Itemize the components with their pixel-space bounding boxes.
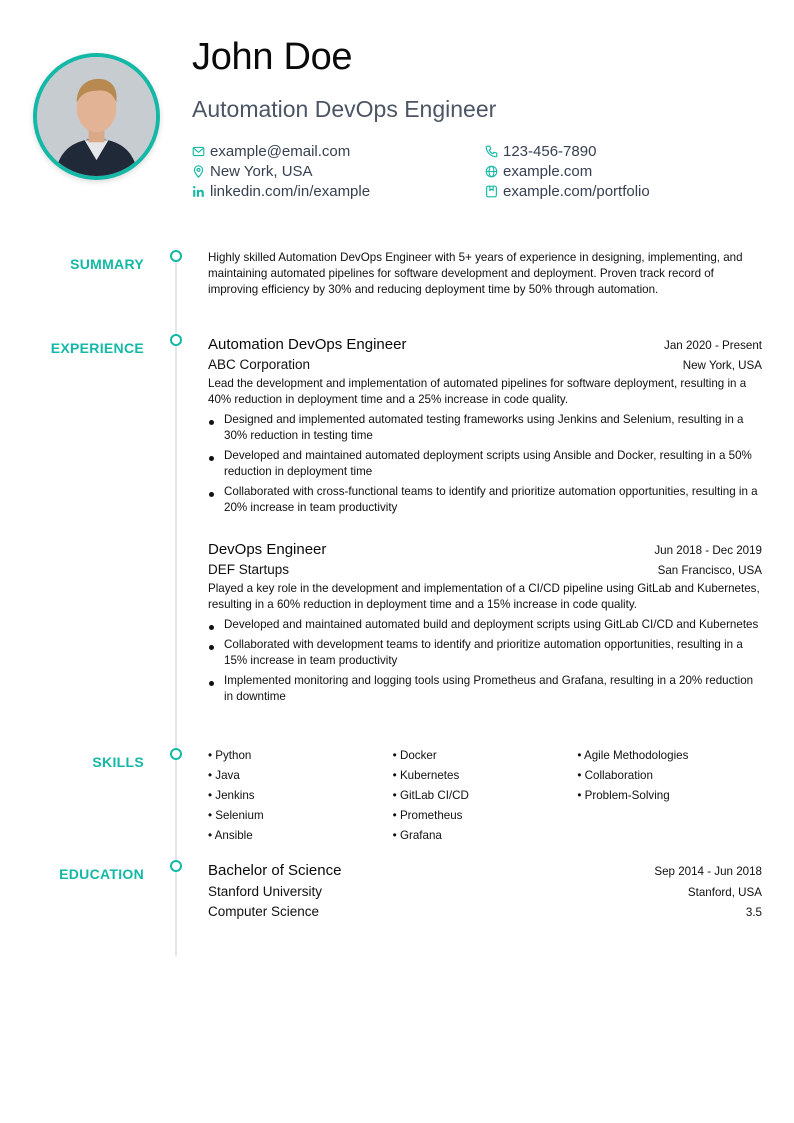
timeline-line xyxy=(175,256,177,956)
experience-item xyxy=(208,336,762,520)
company-name: DEF Startups xyxy=(208,562,290,577)
portrait-image xyxy=(37,57,156,176)
job-dates: Jan 2020 - Present xyxy=(664,339,762,352)
skill-item: • Java xyxy=(208,769,240,782)
profile-photo xyxy=(33,53,160,180)
list-item: Developed and maintained automated deployment scripts using Ansible and Docker, resulting in a 50% reduction in deployment time xyxy=(208,448,762,480)
skill-item: • Problem-Solving xyxy=(577,789,670,802)
experience-item xyxy=(208,541,762,709)
contact-portfolio[interactable] xyxy=(485,183,650,200)
contact-text: example.com/portfolio xyxy=(503,183,650,200)
timeline-dot xyxy=(170,748,182,760)
summary-text: Highly skilled Automation DevOps Engineer with 5+ years of experience in designing, implementing, and maintaining automated pipelines for software development and deployment. Proven track record of improving efficiency by 30% and reducing deployment time by 50% through automation. xyxy=(208,251,743,296)
contact-text: example@email.com xyxy=(210,143,351,160)
contact-text: example.com xyxy=(503,163,593,180)
contact-email[interactable] xyxy=(192,143,350,160)
candidate-name: John Doe xyxy=(192,36,353,78)
linkedin-icon xyxy=(192,185,205,198)
job-title: DevOps Engineer xyxy=(208,541,327,558)
contact-text: New York, USA xyxy=(210,163,313,180)
job-location: San Francisco, USA xyxy=(657,564,762,577)
education-item xyxy=(208,862,762,919)
section-title-summary: SUMMARY xyxy=(70,256,144,272)
portfolio-icon xyxy=(485,185,498,198)
skills-column xyxy=(208,746,393,846)
timeline-dot xyxy=(170,250,182,262)
skills-column xyxy=(577,746,762,846)
list-item: Implemented monitoring and logging tools using Prometheus and Grafana, resulting in a 20% reduction in downtime xyxy=(208,673,762,705)
timeline-dot xyxy=(170,334,182,346)
contact-phone[interactable] xyxy=(485,143,596,160)
education-dates: Sep 2014 - Jun 2018 xyxy=(654,865,762,878)
skill-item: • Agile Methodologies xyxy=(577,749,689,762)
mail-icon xyxy=(192,145,205,158)
phone-icon xyxy=(485,145,498,158)
summary-section xyxy=(208,250,762,298)
job-dates: Jun 2018 - Dec 2019 xyxy=(654,544,762,557)
company-name: ABC Corporation xyxy=(208,357,311,372)
job-bullets xyxy=(208,617,762,705)
job-bullets xyxy=(208,412,762,516)
skills-section xyxy=(208,746,762,846)
degree: Bachelor of Science xyxy=(208,862,342,879)
contact-location xyxy=(192,163,313,180)
school-name: Stanford University xyxy=(208,884,323,899)
skill-item: • Collaboration xyxy=(577,769,653,782)
list-item: Collaborated with cross-functional teams to identify and prioritize automation opportunities, resulting in a 20% increase in team productivity xyxy=(208,484,762,516)
list-item: Collaborated with development teams to identify and prioritize automation opportunities, resulting in a 15% increase in team productivity xyxy=(208,637,762,669)
list-item: Designed and implemented automated testing frameworks using Jenkins and Selenium, resulting in a 30% reduction in testing time xyxy=(208,412,762,444)
contact-text: 123-456-7890 xyxy=(503,143,597,160)
school-location: Stanford, USA xyxy=(687,886,762,899)
skill-item: • Prometheus xyxy=(392,809,463,822)
timeline-dot xyxy=(170,860,182,872)
skill-item: • Ansible xyxy=(208,829,253,842)
job-description: Played a key role in the development and implementation of a CI/CD pipeline using GitLab and Kubernetes, resulting in a 60% reduction in deployment time and a 15% increase in code quality. xyxy=(208,582,760,611)
skill-item: • Selenium xyxy=(208,809,264,822)
list-item: Developed and maintained automated build and deployment scripts using GitLab CI/CD and Kubernetes xyxy=(208,617,762,633)
skills-column xyxy=(393,746,578,846)
contact-linkedin[interactable] xyxy=(192,183,370,200)
location-pin-icon xyxy=(192,165,205,178)
field-of-study: Computer Science xyxy=(208,904,320,919)
contact-text: linkedin.com/in/example xyxy=(210,183,371,200)
globe-icon xyxy=(485,165,498,178)
skill-item: • Python xyxy=(208,749,252,762)
job-description: Lead the development and implementation of automated pipelines for software deployment, resulting in a 40% reduction in deployment time and a 25% increase in code quality. xyxy=(208,377,747,406)
gpa: 3.5 xyxy=(745,906,762,919)
skill-item: • Grafana xyxy=(392,829,442,842)
skill-item: • Kubernetes xyxy=(392,769,460,782)
job-location: New York, USA xyxy=(682,359,762,372)
section-title-skills: SKILLS xyxy=(92,754,144,770)
section-title-experience: EXPERIENCE xyxy=(50,340,144,356)
section-title-education: EDUCATION xyxy=(59,866,144,882)
skill-item: • Jenkins xyxy=(208,789,255,802)
job-title: Automation DevOps Engineer xyxy=(208,336,407,353)
contact-website[interactable] xyxy=(485,163,592,180)
skill-item: • GitLab CI/CD xyxy=(392,789,469,802)
candidate-role: Automation DevOps Engineer xyxy=(192,96,497,122)
skill-item: • Docker xyxy=(392,749,437,762)
